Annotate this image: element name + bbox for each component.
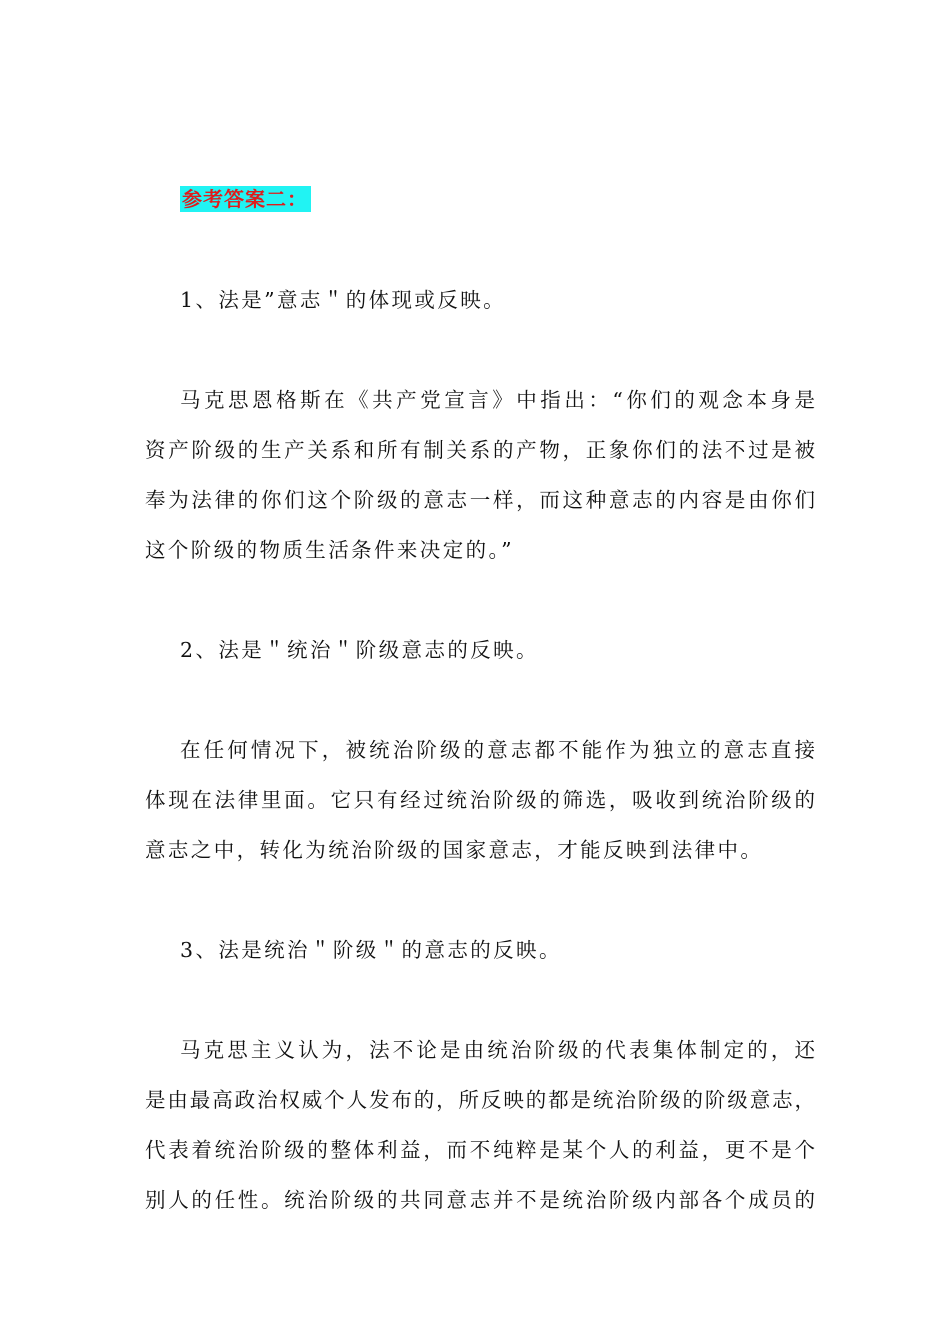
paragraph-3-line: 是由最高政治权威个人发布的，所反映的都是统治阶级的阶级意志， [145,1088,815,1112]
paragraph-2-line: 在任何情况下，被统治阶级的意志都不能作为独立的意志直接 [180,738,815,762]
point-1-title: 1、法是”意志＂的体现或反映。 [180,288,507,312]
paragraph-1-line: 这个阶级的物质生活条件来决定的。” [145,538,515,562]
point-2-title: 2、法是＂统治＂阶级意志的反映。 [180,638,539,662]
paragraph-3-line: 马克思主义认为，法不论是由统治阶级的代表集体制定的，还 [180,1038,815,1062]
paragraph-1-line: 资产阶级的生产关系和所有制关系的产物，正象你们的法不过是被 [145,438,815,462]
paragraph-2-line: 意志之中，转化为统治阶级的国家意志，才能反映到法律中。 [145,838,764,862]
paragraph-3-line: 别人的任性。统治阶级的共同意志并不是统治阶级内部各个成员的 [145,1188,815,1212]
answer-heading: 参考答案二： [180,186,311,212]
paragraph-1-line: 马克思恩格斯在《共产党宣言》中指出：“你们的观念本身是 [180,388,815,412]
point-3-title: 3、法是统治＂阶级＂的意志的反映。 [180,938,562,962]
paragraph-2-line: 体现在法律里面。它只有经过统治阶级的筛选，吸收到统治阶级的 [145,788,815,812]
paragraph-3-line: 代表着统治阶级的整体利益，而不纯粹是某个人的利益，更不是个 [145,1138,815,1162]
paragraph-1-line: 奉为法律的你们这个阶级的意志一样，而这种意志的内容是由你们 [145,488,815,512]
